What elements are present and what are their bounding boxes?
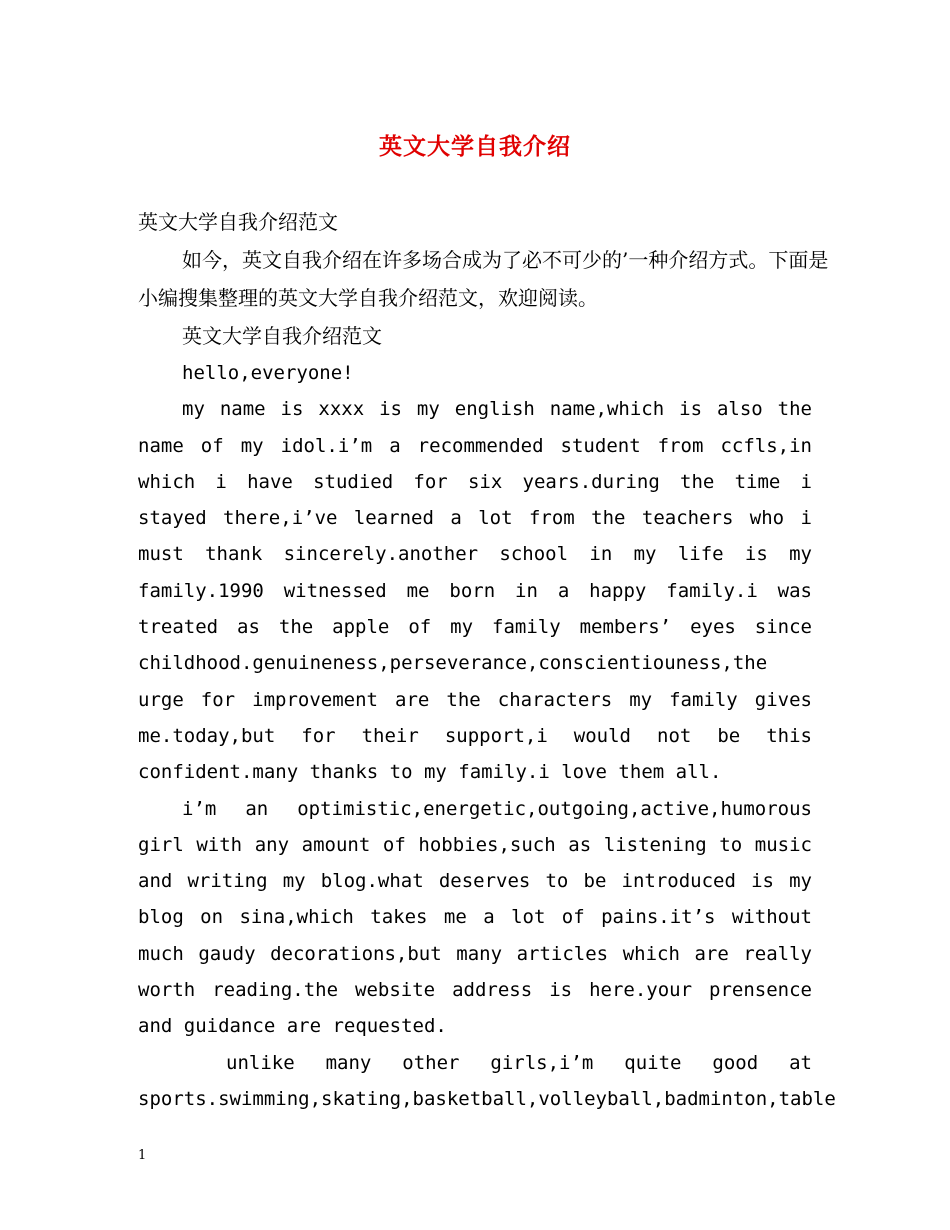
intro-paragraph: 如今，英文自我介绍在许多场合成为了必不可少的’一种介绍方式。下面是小编搜集整理的英文大学自我介绍范文，欢迎阅读。	[138, 248, 829, 310]
greeting: hello,everyone!	[182, 362, 354, 384]
document-title: 英文大学自我介绍	[379, 133, 571, 160]
document-body	[138, 203, 836, 1117]
section-heading: 英文大学自我介绍范文	[182, 324, 382, 348]
paragraph-hobbies: i’m an optimistic,energetic,outgoing,active,humorous girl with any amount of hobbies,such as listening to music and writing my blog.what deserves to be introduced is my blog on sina,which takes me a lot of pains.it’s without much gaudy decorations,but many articles which are really worth reading.the website address is here.your prensence and guidance are requested.	[138, 797, 812, 1038]
subtitle: 英文大学自我介绍范文	[138, 210, 338, 234]
paragraph-family: my name is xxxx is my english name,which is also the name of my idol.i’m a recommended student from ccfls,in which i have studied for six years.during the time i stayed there,i’ve learned a lot from the teachers who i must thank sincerely.another school in my life is my family.1990 witnessed me born in a happy family.i was treated as the apple of my family members’ eyes since childhood.genuineness,perseverance,conscientiouness,the urge for improvement are the characters my family gives me.today,but for their support,i would not be this confident.many thanks to my family.i love them all.	[138, 398, 812, 784]
page-number: 1	[138, 1148, 147, 1163]
paragraph-sports: unlike many other girls,i’m quite good at sports.swimming,skating,basketball,volleyball,badminton,table	[138, 1051, 836, 1110]
